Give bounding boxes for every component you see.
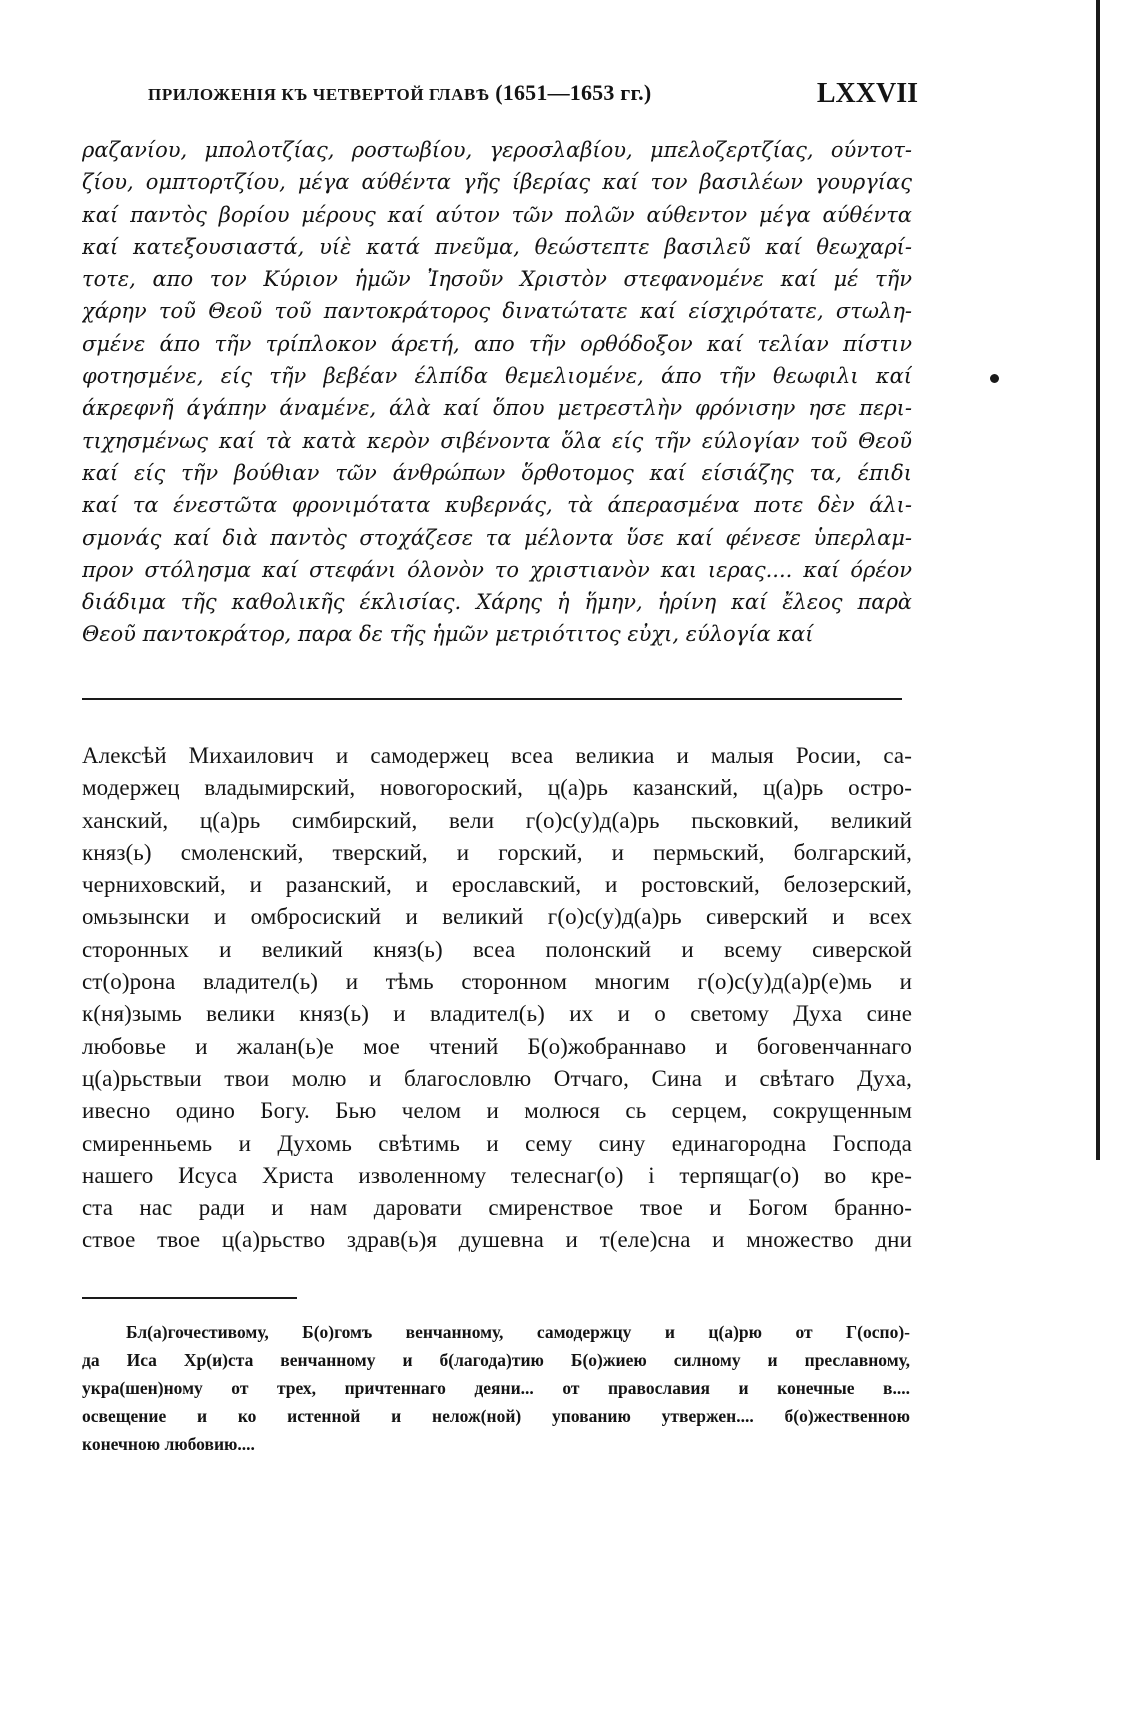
scan-edge-border	[1096, 0, 1100, 1160]
greek-line: καί κατεξουσιαστά, υίὲ κατά πνεῦμα, θεώστεπτε βασιλεῦ καί θεωχαρί-	[82, 234, 912, 259]
greek-line: καί τα ένεστῶτα φρονιμότατα κυβερνάς, τὰ άπερασμένα ποτε δὲν άλι-	[82, 493, 912, 518]
russian-line: смиренньемь и Духомь свѣтимь и сему сину единагородна Господа	[82, 1130, 912, 1156]
footnote-line: освещение и ко истенной и нелож(ной) упованию утвержен.... б(о)жественною	[82, 1406, 910, 1426]
greek-line: ραζανίου, μπολοτζίας, ροστωβίου, γεροσλαβίου, μπελοζερτζίας, ούντοτ-	[82, 138, 912, 162]
greek-line: φοτησμένε, είς τῆν βεβέαν έλπίδα θεμελιομένε, άπο τῆν θεωφιλι καί	[82, 364, 912, 389]
footnote-rule	[82, 1297, 297, 1299]
greek-line: διάδιμα τῆς καθολικῆς έκλισίας. Χάρης ἡ ἥμην, ἡρίνη καί ἔλεος παρὰ	[82, 590, 912, 615]
scan-speck	[990, 374, 999, 383]
header-title	[148, 80, 651, 106]
russian-line: княз(ь) смоленский, тверский, и горский, и пермьский, болгарский,	[82, 839, 912, 865]
footnote-line: Бл(а)гочестивому, Б(о)гомъ венчанному, самодержцу и ц(а)рю от Г(оспо)-	[126, 1322, 910, 1342]
section-divider	[82, 698, 902, 700]
russian-line: омьзынски и омбросиский и великий г(о)с(у)д(а)рь сиверский и всех	[82, 904, 912, 930]
footnote-line: укра(шен)ному от трех, причтеннаго деяни... от православия и конечные в....	[82, 1378, 910, 1398]
running-header	[88, 78, 918, 118]
russian-line: черниховский, и разанский, и ерославский, и ростовский, белозерский,	[82, 872, 912, 898]
russian-line: ст(о)рона владител(ь) и тѣмь сторонном многим г(о)с(у)д(а)р(е)мь и	[82, 969, 912, 995]
footnote-line: конечною любовию....	[82, 1434, 255, 1454]
russian-line: модержец владымирский, новогороский, ц(а)рь казанский, ц(а)рь остро-	[82, 775, 912, 801]
greek-line: ζίου, ομπτορτζίου, μέγα αύθέντα γῆς ίβερίας καί τον βασιλέων γουργίας	[82, 170, 912, 195]
header-title-years: (1651—1653 гг.)	[495, 80, 652, 105]
russian-line: ц(а)рьствыи твои молю и благословлю Отчаго, Сина и свѣтаго Духа,	[82, 1065, 912, 1091]
russian-line: нашего Исуса Христа изволенному телеснаг(о) і терпящаг(о) во кре-	[82, 1162, 912, 1188]
footnote-line: да Иса Хр(и)ста венчанному и б(лагода)тию Б(о)жиею силному и преславному,	[82, 1350, 910, 1370]
header-title-text: ПРИЛОЖЕНІЯ КЪ ЧЕТВЕРТОЙ ГЛАВѢ	[148, 85, 490, 104]
footnote-block	[82, 1318, 910, 1458]
greek-line: καί παντὸς βορίου μέρους καί αύτον τῶν πολῶν αύθεντον μέγα αύθέντα	[82, 202, 912, 227]
greek-line: Θεοῦ παντοκράτορ, παρα δε τῆς ἡμῶν μετριότιτος εὐχι, εύλογία καί	[82, 622, 814, 647]
greek-line: καί είς τῆν βούθιαν τῶν άνθρώπων ὅρθοτομος καί είσιάζης τα, έπιδι	[82, 460, 912, 485]
russian-line: ханский, ц(а)рь симбирский, вели г(о)с(у)д(а)рь пьсковкий, великий	[82, 807, 912, 833]
russian-line: ста нас ради и нам даровати смиренствое твое и Богом бранно-	[82, 1195, 912, 1221]
russian-line: любовье и жалан(ь)е мое чтений Б(о)жобраннаво и боговенчаннаго	[82, 1033, 912, 1059]
greek-line: άκρεφνῆ άγάπην άναμένε, άλὰ καί ὅπου μετρεστλὴν φρόνισην ησε περι-	[82, 396, 912, 421]
russian-line: сторонных и великий княз(ь) всеа полонский и всему сиверской	[82, 936, 912, 962]
greek-line: προν στόλησμα καί στεφάνι όλονὸν το χριστιανὸν και ιερας.... καί όρέον	[82, 557, 912, 582]
russian-text-block	[82, 740, 912, 1257]
greek-text-block	[82, 134, 912, 651]
russian-line: Алексѣй Михаилович и самодержец всеа великиа и малыя Росии, са-	[82, 743, 912, 768]
greek-line: τοτε, απο τον Κύριον ἡμῶν Ἰησοῦν Χριστὸν στεφανομένε καί μέ τῆν	[82, 267, 912, 292]
russian-line: ивесно одино Богу. Бью челом и молюся сь серцем, сокрущенным	[82, 1098, 912, 1124]
russian-line: к(ня)зымь велики княз(ь) и владител(ь) их и о светому Духа сине	[82, 1001, 912, 1027]
russian-line: ствое твое ц(а)рьство здрав(ь)я душевна и т(еле)сна и множество дни	[82, 1227, 912, 1253]
greek-line: σμονάς καί διὰ παντὸς στοχάζεσε τα μέλοντα ὕσε καί φένεσε ὑπερλαμ-	[82, 525, 912, 550]
greek-line: χάρην τοῦ Θεοῦ τοῦ παντοκράτορος δινατώτατε καί είσχιρότατε, στωλη-	[82, 299, 912, 324]
greek-line: τιχησμένως καί τὰ κατὰ κερὸν σιβένοντα ὅλα είς τῆν εύλογίαν τοῦ Θεοῦ	[82, 428, 912, 453]
greek-line: σμένε άπο τῆν τρίπλοκον άρετή, απο τῆν ορθόδοξον καί τελίαν πίστιν	[82, 331, 912, 356]
page-number: LXXVII	[816, 78, 918, 109]
